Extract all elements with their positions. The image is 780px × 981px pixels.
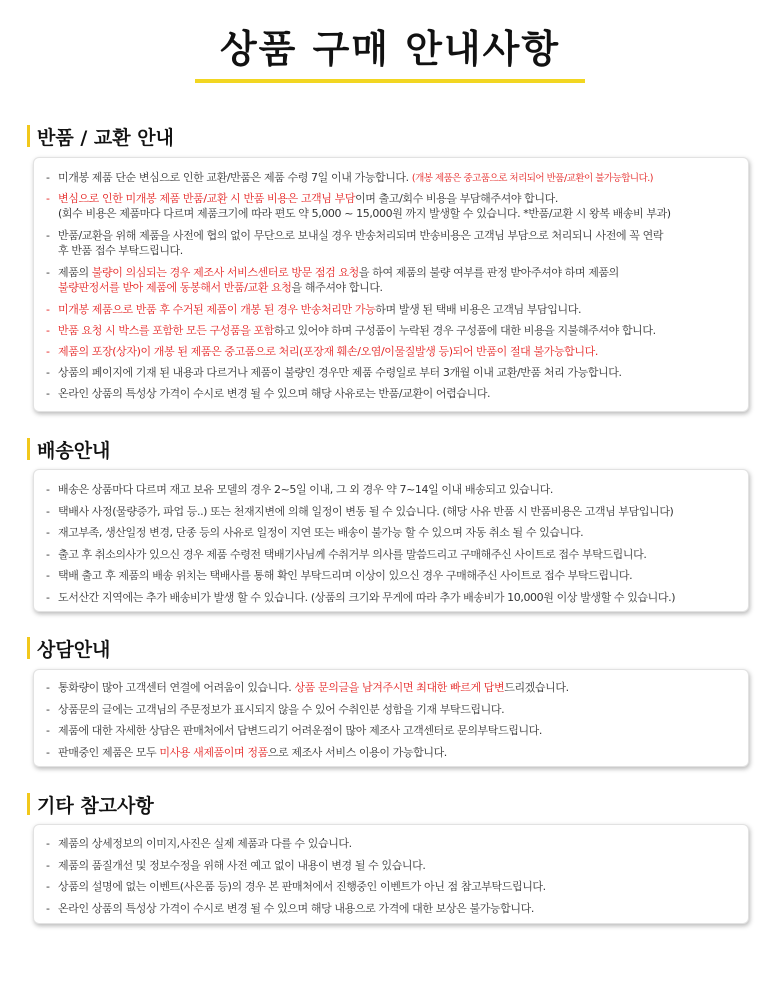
list-item: - 제품에 대한 자세한 상담은 판매처에서 답변드리기 어려운점이 많아 제조사 고객센터로 문의부탁드립니다. <box>46 724 543 737</box>
section-accent-bar <box>27 125 30 147</box>
list-item: - 재고부족, 생산일정 변경, 단종 등의 사유로 일정이 지연 또는 배송이 불가능 할 수 있으며 자동 취소 될 수 있습니다. <box>46 526 584 539</box>
section-title-consult: 상담안내 <box>37 638 111 661</box>
returns-box <box>33 157 749 412</box>
list-item: - 제품의 포장(상자)이 개봉 된 제품은 중고품으로 처리(포장재 훼손/오염/이물질발생 등)되어 반품이 절대 불가능합니다. <box>46 345 598 358</box>
list-item: - 통화량이 많아 고객센터 연결에 어려움이 있습니다. 상품 문의글을 남겨주시면 최대한 빠르게 답변드리겠습니다. <box>46 681 569 694</box>
list-item: - 판매중인 제품은 모두 미사용 새제품이며 정품으로 제조사 서비스 이용이 가능합니다. <box>46 745 447 759</box>
page-title: 상품 구매 안내사항 <box>219 27 561 71</box>
title-underline <box>195 79 585 83</box>
section-accent-bar <box>27 637 30 659</box>
section-heading-returns <box>27 123 174 149</box>
list-item: - 택배사 사정(물량증가, 파업 등..) 또는 천재지변에 의해 일정이 변동 될 수 있습니다. (해당 사유 반품 시 반품비용은 고객님 부담입니다) <box>46 504 674 518</box>
list-item: - 미개봉 제품으로 반품 후 수거된 제품이 개봉 된 경우 반송처리만 가능하며 발생 된 택배 비용은 고객님 부담입니다. <box>46 303 582 316</box>
section-title-shipping: 배송안내 <box>37 439 111 462</box>
list-item: - 택배 출고 후 제품의 배송 위치는 택배사를 통해 확인 부탁드리며 이상이 있으신 경우 구매해주신 사이트로 접수 부탁드립니다. <box>46 569 633 582</box>
shipping-box <box>33 469 749 612</box>
list-item: - 도서산간 지역에는 추가 배송비가 발생 할 수 있습니다. (상품의 크기와 무게에 따라 추가 배송비가 10,000원 이상 발생할 수 있습니다.) <box>46 590 676 604</box>
etc-box <box>33 824 749 924</box>
section-title-returns: 반품 / 교환 안내 <box>37 126 174 149</box>
section-heading-etc <box>27 791 154 817</box>
list-item: - 제품의 상세정보의 이미지,사진은 실제 제품과 다를 수 있습니다. <box>46 837 352 850</box>
list-item: - 미개봉 제품 단순 변심으로 인한 교환/반품은 제품 수령 7일 이내 가능합니다. (개봉 제품은 중고품으로 처리되어 반품/교환이 불가능합니다.) <box>46 171 654 184</box>
section-title-etc: 기타 참고사항 <box>37 794 154 817</box>
list-item: - 상품문의 글에는 고객님의 주문정보가 표시되지 않을 수 있어 수취인분 성함을 기재 부탁드립니다. <box>46 702 505 716</box>
list-item: - 상품의 설명에 없는 이벤트(사은품 등)의 경우 본 판매처에서 진행중인 이벤트가 아닌 점 참고부탁드립니다. <box>46 880 546 893</box>
list-item: - 온라인 상품의 특성상 가격이 수시로 변경 될 수 있으며 해당 사유로는 반품/교환이 어렵습니다. <box>46 387 491 400</box>
list-item: - 출고 후 취소의사가 있으신 경우 제품 수령전 택배기사님께 수취거부 의사를 말씀드리고 구매해주신 사이트로 접수 부탁드립니다. <box>46 547 647 561</box>
consult-box <box>33 669 749 767</box>
section-accent-bar <box>27 438 30 460</box>
list-item: - 상품의 페이지에 기재 된 내용과 다르거나 제품이 불량인 경우만 제품 수령일로 부터 3개월 이내 교환/반품 처리 가능합니다. <box>46 366 622 379</box>
list-item: - 온라인 상품의 특성상 가격이 수시로 변경 될 수 있으며 해당 내용으로 가격에 대한 보상은 불가능합니다. <box>46 901 534 915</box>
list-item: - 반품/교환을 위해 제품을 사전에 협의 없이 무단으로 보내실 경우 반송처리되며 반송비용은 고객님 부담으로 처리되니 사전에 꼭 연락 후 반품 접수 부탁드립니다. <box>46 229 664 257</box>
section-accent-bar <box>27 793 30 815</box>
section-heading-consult <box>27 635 110 661</box>
list-item: - 변심으로 인한 미개봉 제품 반품/교환 시 반품 비용은 고객님 부담이며 출고/회수 비용을 부담해주셔야 합니다. (회수 비용은 제품마다 다르며 제품크기에 따라 편도 약 5,000 ~ 15,000원 까지 발생할 수 있습니다. *반품/교환 시 왕복 배송비 부과) <box>46 192 671 220</box>
list-item: - 제품의 품질개선 및 정보수정을 위해 사전 예고 없이 내용이 변경 될 수 있습니다. <box>46 858 426 872</box>
list-item: - 배송은 상품마다 다르며 재고 보유 모델의 경우 2~5일 이내, 그 외 경우 약 7~14일 이내 배송되고 있습니다. <box>46 483 553 496</box>
list-item: - 제품의 불량이 의심되는 경우 제조사 서비스센터로 방문 점검 요청을 하여 제품의 불량 여부를 판정 받아주셔야 하며 제품의 불량판정서를 받아 제품에 동봉해서 반품/교환 요청을 해주셔야 합니다. <box>46 266 619 294</box>
list-item: - 반품 요청 시 박스를 포함한 모든 구성품을 포함하고 있어야 하며 구성품이 누락된 경우 구성품에 대한 비용을 지불해주셔야 합니다. <box>46 324 656 337</box>
section-heading-shipping <box>27 436 110 462</box>
